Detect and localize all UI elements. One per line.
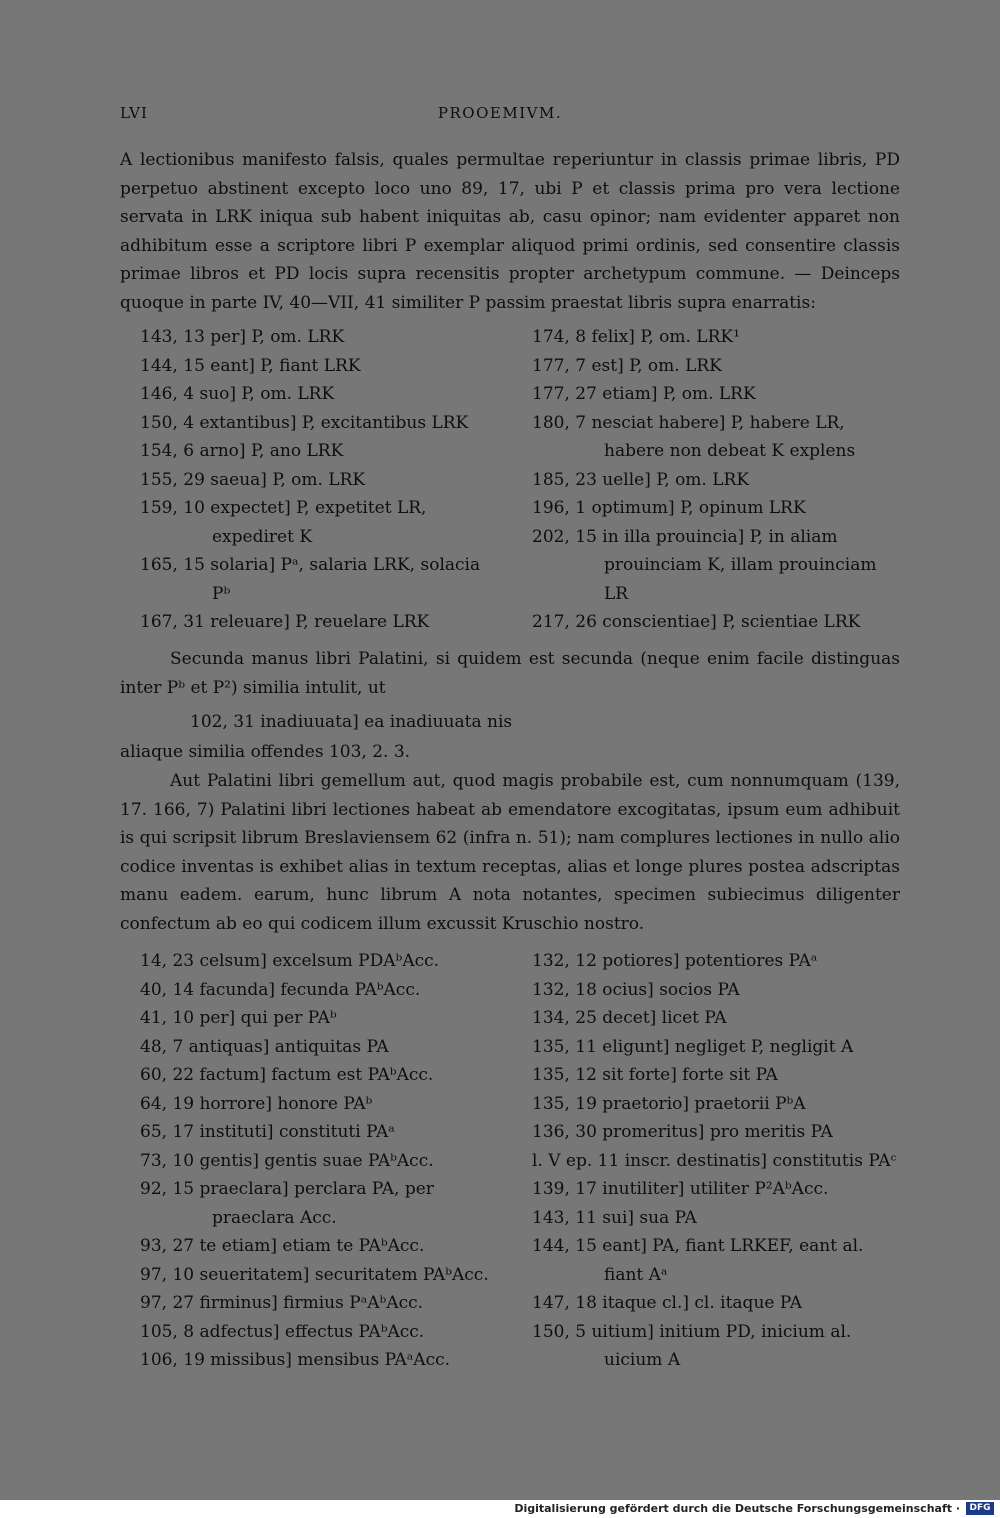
paragraph-2: Secunda manus libri Palatini, si quidem est secunda (neque enim facile distinguas inter Pᵇ et P²) similia intulit, ut xyxy=(120,649,900,698)
list-item: 97, 10 seueritatem] securitatem PAᵇAcc. xyxy=(140,1264,489,1285)
list-item: 14, 23 celsum] excelsum PDAᵇAcc. xyxy=(140,951,440,971)
running-title: PROOEMIVM. xyxy=(437,104,563,122)
list-item: 40, 14 facunda] fecunda PAᵇAcc. xyxy=(140,979,421,1000)
list-item: 155, 29 saeua] P, om. LRK xyxy=(140,469,366,490)
variant-list-1-right xyxy=(532,323,900,637)
list-item: 41, 10 per] qui per PAᵇ xyxy=(140,1008,337,1028)
variant-list-2-right xyxy=(532,947,900,1375)
list-item: 60, 22 factum] factum est PAᵇAcc. xyxy=(140,1065,434,1085)
list-item: 132, 18 ocius] socios PA xyxy=(532,979,740,1000)
paragraph-3: aliaque similia offendes 103, 2. 3. xyxy=(120,742,411,762)
list-item: 146, 4 suo] P, om. LRK xyxy=(140,384,335,404)
list-item: 159, 10 expectet] P, expetitet LR, expediret K xyxy=(140,498,427,547)
page-number: LVI xyxy=(120,104,148,122)
list-item: 147, 18 itaque cl.] cl. itaque PA xyxy=(532,1293,803,1313)
list-item: 135, 12 sit forte] forte sit PA xyxy=(532,1065,778,1085)
single-variant-entry: 102, 31 inadiuuata] ea inadiuuata nis xyxy=(190,712,513,732)
list-item: 167, 31 releuare] P, reuelare LRK xyxy=(140,612,430,632)
list-item: 106, 19 missibus] mensibus PAᵃAcc. xyxy=(140,1350,451,1370)
list-item: 97, 27 firminus] firmius PᵃAᵇAcc. xyxy=(140,1293,424,1313)
list-item: 144, 15 eant] PA, fiant LRKEF, eant al. fiant Aᵃ xyxy=(532,1236,864,1285)
list-item: 48, 7 antiquas] antiquitas PA xyxy=(140,1036,389,1057)
funding-notice: Digitalisierung gefördert durch die Deutsche Forschungsgemeinschaft · xyxy=(514,1502,960,1515)
list-item: 134, 25 decet] licet PA xyxy=(532,1008,727,1028)
list-item: 139, 17 inutiliter] utiliter P²AᵇAcc. xyxy=(532,1179,829,1199)
list-item: 65, 17 instituti] constituti PAᵃ xyxy=(140,1122,395,1142)
list-item: 73, 10 gentis] gentis suae PAᵇAcc. xyxy=(140,1150,434,1171)
list-item: 154, 6 arno] P, ano LRK xyxy=(140,441,344,461)
list-item: 105, 8 adfectus] effectus PAᵇAcc. xyxy=(140,1321,425,1342)
list-item: 185, 23 uelle] P, om. LRK xyxy=(532,469,750,490)
list-item: 217, 26 conscientiae] P, scientiae LRK xyxy=(532,612,861,632)
list-item: l. V ep. 11 inscr. destinatis] constitutis PAᶜ xyxy=(532,1150,897,1171)
list-item: 144, 15 eant] P, fiant LRK xyxy=(140,355,361,376)
paragraph-4: Aut Palatini libri gemellum aut, quod magis probabile est, cum nonnumquam (139, 17. 166, 7) Palatini libri lectiones habeat ab emendatore excogitatas, ipsum eum adhibuit is qui scripsit librum Breslaviensem 62 (infra n. 51); nam complures lectiones in nullo alio codice inventas is exhibet alias in textum receptas, alias et longe plures postea adscriptas manu eadem. earum, hunc librum A nota notantes, specimen subiecimus diligenter confectum ab eo qui codicem illum excussit Kruschio nostro. xyxy=(120,771,900,934)
list-item: 150, 4 extantibus] P, excitantibus LRK xyxy=(140,412,469,433)
list-item: 64, 19 horrore] honore PAᵇ xyxy=(140,1093,373,1114)
list-item: 135, 19 praetorio] praetorii PᵇA xyxy=(532,1093,806,1114)
list-item: 180, 7 nesciat habere] P, habere LR, habere non debeat K explens xyxy=(532,412,856,461)
list-item: 174, 8 felix] P, om. LRK¹ xyxy=(532,327,740,347)
variant-list-2-left xyxy=(140,947,500,1375)
list-item: 202, 15 in illa prouincia] P, in aliam prouinciam K, illam prouinciam LR xyxy=(532,526,877,604)
list-item: 93, 27 te etiam] etiam te PAᵇAcc. xyxy=(140,1236,425,1256)
list-item: 132, 12 potiores] potentiores PAᵃ xyxy=(532,951,818,971)
variant-list-1-left xyxy=(140,323,500,637)
list-item: 135, 11 eligunt] negliget P, negligit A xyxy=(532,1036,854,1057)
footer-bar xyxy=(0,1500,1000,1518)
list-item: 136, 30 promeritus] pro meritis PA xyxy=(532,1122,833,1142)
list-item: 92, 15 praeclara] perclara PA, per praeclara Acc. xyxy=(140,1179,434,1228)
list-item: 143, 13 per] P, om. LRK xyxy=(140,327,345,347)
list-item: 143, 11 sui] sua PA xyxy=(532,1207,697,1228)
dfg-logo-icon: DFG xyxy=(966,1502,994,1515)
list-item: 177, 27 etiam] P, om. LRK xyxy=(532,384,756,404)
list-item: 165, 15 solaria] Pᵃ, salaria LRK, solacia Pᵇ xyxy=(140,555,481,604)
list-item: 196, 1 optimum] P, opinum LRK xyxy=(532,498,806,518)
list-item: 177, 7 est] P, om. LRK xyxy=(532,355,722,376)
paragraph-1: A lectionibus manifesto falsis, quales permultae reperiuntur in classis primae libris, PD perpetuo abstinent excepto loco uno 89, 17, ubi P et classis prima pro vera lectione servata in LRK iniqua sub habent iniquitas ab, casu opinor; nam evidenter apparet non adhibitum esse a scriptore libri P exemplar aliquod primi ordinis, sed consentire classis primae libros et PD locis supra recensitis propter archetypum commune. — Deinceps quoque in parte IV, 40—VII, 41 similiter P passim praestat libris supra enarratis: xyxy=(120,150,900,313)
list-item: 150, 5 uitium] initium PD, inicium al. uicium A xyxy=(532,1321,852,1370)
